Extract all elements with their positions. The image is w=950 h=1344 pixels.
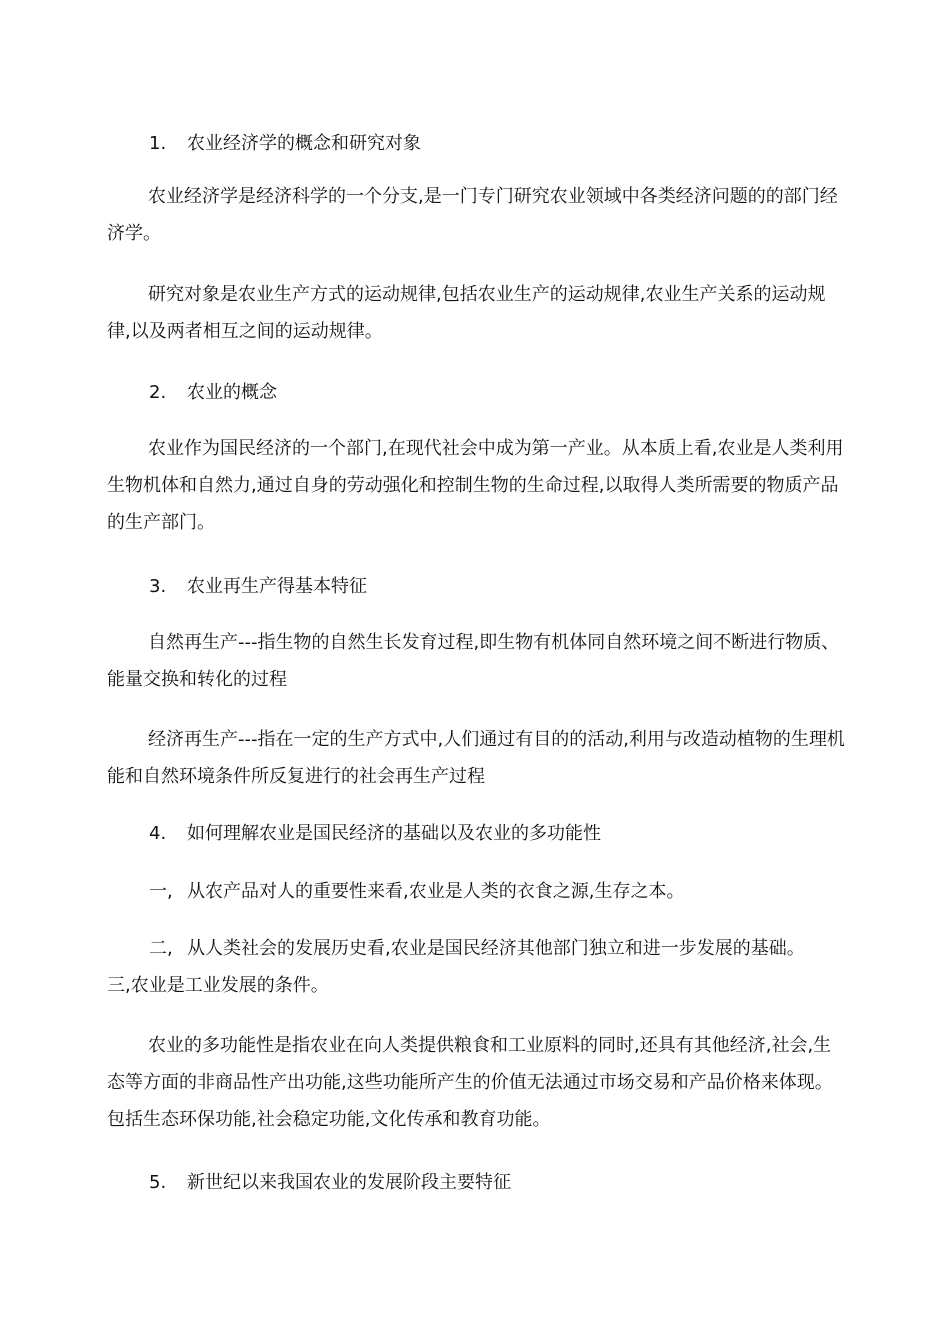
section-title: 农业的概念 (187, 382, 277, 403)
section-title: 新世纪以来我国农业的发展阶段主要特征 (187, 1172, 511, 1193)
paragraph-research-object: 研究对象是农业生产方式的运动规律,包括农业生产的运动规律,农业生产关系的运动规律,以及两者相互之间的运动规律。 (107, 284, 826, 342)
paragraph-economic-reproduction: 经济再生产---指在一定的生产方式中,人们通过有目的的活动,利用与改造动植物的生理机能和自然环境条件所反复进行的社会再生产过程 (107, 729, 845, 787)
paragraph-multifunctionality: 农业的多功能性是指农业在向人类提供粮食和工业原料的同时,还具有其他经济,社会,生态等方面的非商品性产出功能,这些功能所产生的价值无法通过市场交易和产品价格来体现。包括生态环保功能,社会稳定功能,文化传承和教育功能。 (107, 1035, 833, 1130)
enum-text: 从人类社会的发展历史看,农业是国民经济其他部门独立和进一步发展的基础。 (187, 938, 805, 959)
enum-item-2 (149, 930, 889, 967)
enum-item-3: 三,农业是工业发展的条件。 (107, 975, 329, 996)
section-heading-1 (149, 125, 889, 162)
section-heading-3 (149, 568, 889, 605)
section-heading-4 (149, 815, 889, 852)
section-title: 农业经济学的概念和研究对象 (187, 133, 421, 154)
enum-marker: 一, (149, 881, 173, 902)
paragraph-natural-reproduction: 自然再生产---指生物的自然生长发育过程,即生物有机体同自然环境之间不断进行物质、能量交换和转化的过程 (107, 632, 840, 690)
enum-marker: 二, (149, 938, 173, 959)
enum-text: 从农产品对人的重要性来看,农业是人类的衣食之源,生存之本。 (187, 881, 685, 902)
enum-item-1 (149, 873, 889, 910)
section-number: 4. (149, 823, 167, 844)
section-number: 5. (149, 1172, 167, 1193)
section-number: 2. (149, 382, 167, 403)
section-title: 如何理解农业是国民经济的基础以及农业的多功能性 (187, 823, 601, 844)
paragraph-definition: 农业经济学是经济科学的一个分支,是一门专门研究农业领域中各类经济问题的的部门经济学。 (107, 186, 838, 244)
section-heading-5 (149, 1164, 889, 1201)
paragraph-agriculture-concept: 农业作为国民经济的一个部门,在现代社会中成为第一产业。从本质上看,农业是人类利用生物机体和自然力,通过自身的劳动强化和控制生物的生命过程,以取得人类所需要的物质产品的生产部门。 (107, 438, 844, 533)
section-number: 1. (149, 133, 167, 154)
section-number: 3. (149, 576, 167, 597)
section-title: 农业再生产得基本特征 (187, 576, 367, 597)
section-heading-2 (149, 374, 889, 411)
